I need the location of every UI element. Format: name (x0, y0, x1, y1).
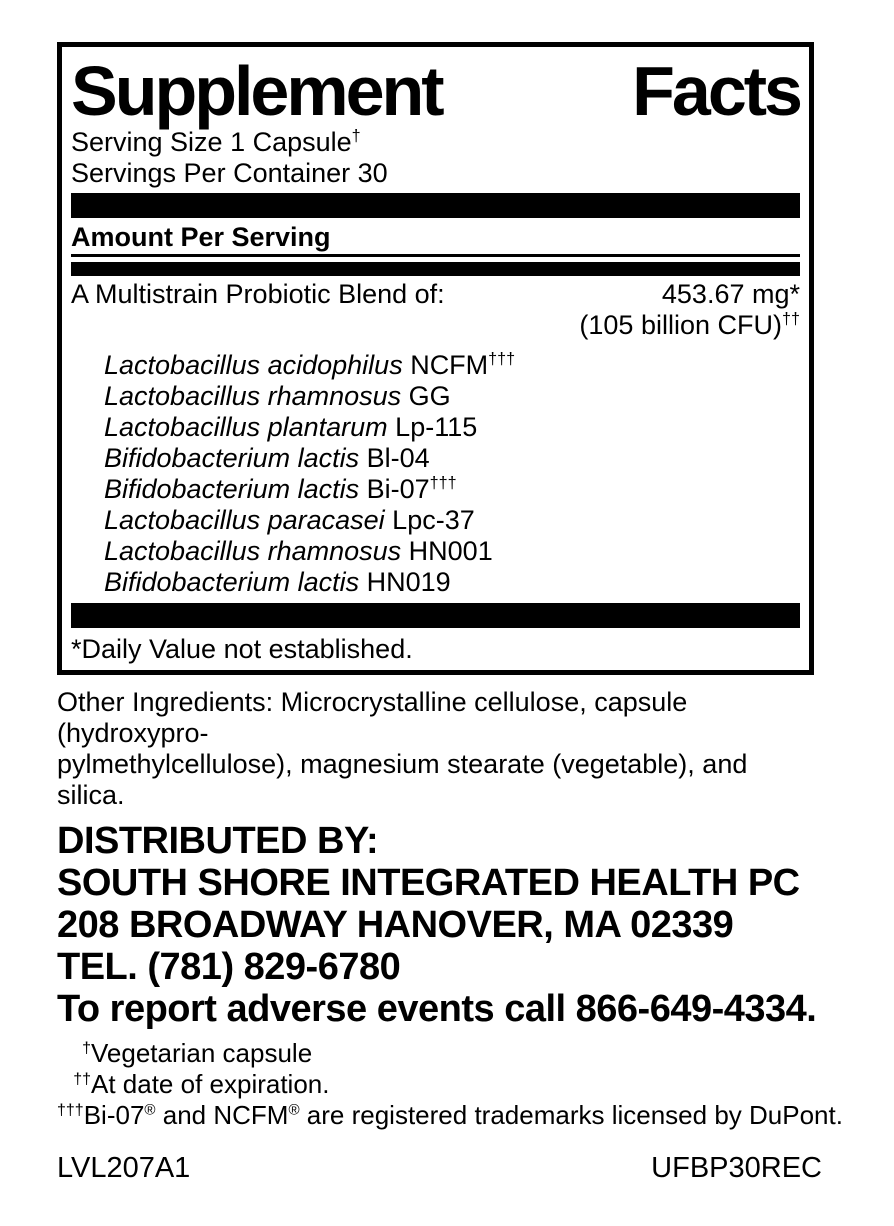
trademark-tail: are registered trademarks licensed by DuPont. (299, 1100, 843, 1130)
separator-bar-bottom (71, 603, 800, 628)
serving-size-text: Serving Size 1 Capsule (71, 127, 352, 157)
footnote-expiration (57, 1069, 822, 1100)
strain-code: GG (401, 381, 451, 411)
servings-per-container-line: Servings Per Container 30 (71, 158, 388, 188)
strain-species: Lactobacillus plantarum (104, 412, 388, 442)
other-ingredients-line1: Other Ingredients: Microcrystalline cellulose, capsule (hydroxypro- (57, 687, 688, 748)
distributor-address: 208 BROADWAY HANOVER, MA 02339 (57, 904, 734, 946)
footnote-dagger: † (82, 1040, 91, 1057)
strain-code: Bi-07 (359, 474, 430, 504)
strain-row (104, 443, 800, 474)
distributor-name: SOUTH SHORE INTEGRATED HEALTH PC (57, 862, 800, 904)
lot-code-left: LVL207A1 (57, 1152, 191, 1184)
strain-species: Bifidobacterium lactis (104, 474, 360, 504)
strain-code: Lpc-37 (384, 505, 475, 535)
serving-size-line (71, 127, 800, 158)
registered-mark-icon: ® (144, 1101, 156, 1119)
strain-row (104, 412, 800, 443)
strain-dagger: ††† (429, 474, 457, 492)
strain-species: Lactobacillus paracasei (104, 505, 385, 535)
blend-cfu-text: (105 billion CFU) (579, 310, 782, 340)
blend-name: A Multistrain Probiotic Blend of: (71, 279, 445, 309)
strain-species: Lactobacillus rhamnosus (104, 536, 402, 566)
separator-bar-middle (71, 262, 800, 276)
blend-amount-mg: 453.67 mg* (661, 279, 800, 309)
amount-per-serving-heading: Amount Per Serving (71, 222, 331, 252)
strain-code: Bl-04 (359, 443, 430, 473)
strain-code: Lp-115 (387, 412, 478, 442)
strain-row (104, 536, 800, 567)
registered-mark-icon: ® (288, 1101, 300, 1119)
blend-row (71, 279, 800, 341)
strain-row (104, 381, 800, 412)
strain-row (104, 567, 800, 598)
label-lower-section (57, 687, 843, 1184)
footnote-text: Vegetarian capsule (91, 1038, 313, 1068)
blend-amounts (579, 279, 800, 341)
footnote-text (84, 1100, 843, 1131)
strain-dagger: ††† (488, 350, 516, 368)
separator-rule-thin (71, 254, 800, 257)
strain-code: HN001 (401, 536, 493, 566)
panel-title (71, 52, 800, 130)
product-code-right: UFBP30REC (651, 1152, 822, 1184)
trademark-join: and NCFM (155, 1100, 289, 1130)
distributor-heading: DISTRIBUTED BY: (57, 820, 379, 862)
other-ingredients-line2: pylmethylcellulose), magnesium stearate (vegetable), and silica. (57, 749, 748, 810)
strain-list (71, 350, 800, 598)
panel-title-word-facts: Facts (632, 52, 800, 130)
blend-amount-cfu (579, 310, 800, 341)
footnote-text: At date of expiration. (91, 1069, 330, 1099)
footnote-vegetarian (57, 1038, 822, 1069)
panel-title-word-supplement: Supplement (71, 52, 442, 130)
strain-species: Bifidobacterium lactis (104, 567, 360, 597)
strain-row (104, 505, 800, 536)
blend-cfu-dagger: †† (781, 310, 800, 328)
daily-value-note: *Daily Value not established. (71, 634, 413, 664)
distributor-block (57, 820, 822, 1030)
separator-bar-top (71, 193, 800, 218)
strain-species: Lactobacillus rhamnosus (104, 381, 402, 411)
supplement-facts-panel (57, 42, 814, 675)
distributor-phone: TEL. (781) 829-6780 (57, 946, 401, 988)
serving-size-dagger: † (351, 127, 361, 145)
strain-species: Lactobacillus acidophilus (104, 350, 403, 380)
strain-code: NCFM (402, 350, 489, 380)
strain-species: Bifidobacterium lactis (104, 443, 360, 473)
footnote-dagger: ††† (57, 1102, 84, 1119)
label-codes-row (57, 1152, 822, 1184)
footnotes (57, 1038, 843, 1131)
strain-row (104, 474, 800, 505)
other-ingredients (57, 687, 822, 811)
strain-code: HN019 (359, 567, 451, 597)
trademark-name-1: Bi-07 (83, 1100, 145, 1130)
strain-row (104, 350, 800, 381)
footnote-trademarks (57, 1100, 843, 1131)
footnote-dagger: †† (73, 1071, 91, 1088)
adverse-events-line: To report adverse events call 866-649-4334. (57, 988, 817, 1030)
